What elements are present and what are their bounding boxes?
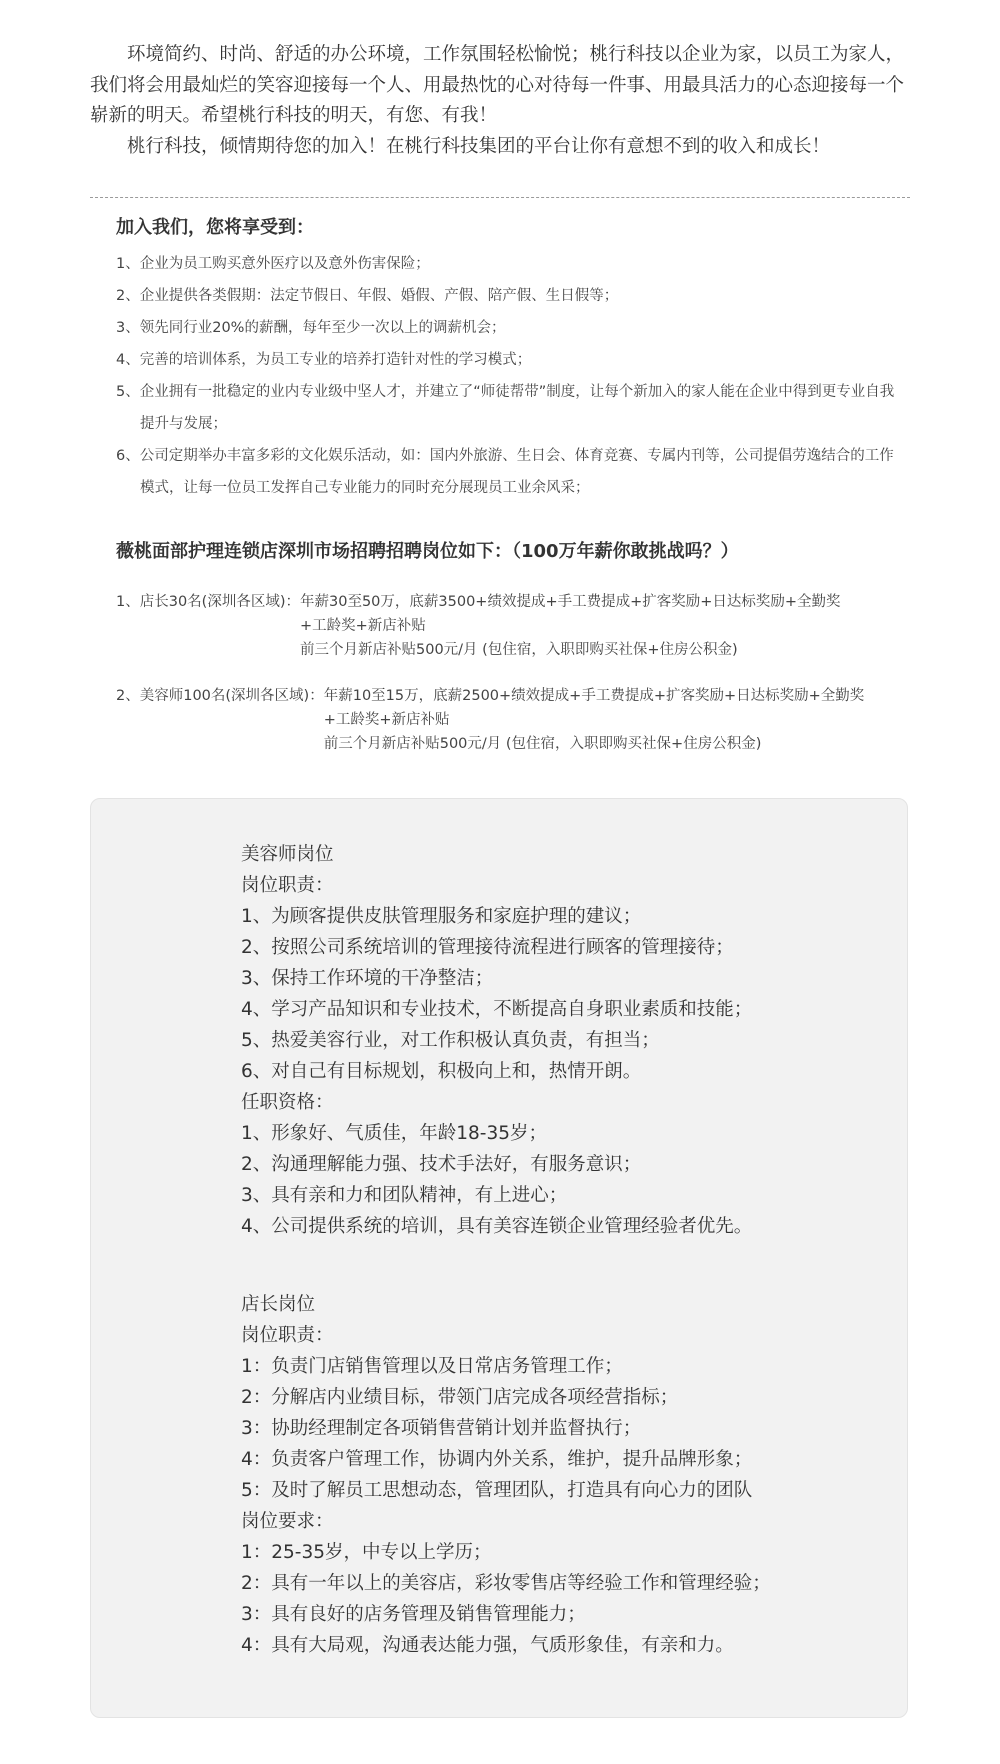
duty-item: 6、对自己有目标规划，积极向上和，热情开朗。	[241, 1061, 642, 1082]
benefits-section	[116, 213, 906, 504]
position-item-manager	[116, 590, 841, 662]
position-salary-extra: +工龄奖+新店补贴	[300, 618, 426, 634]
benefit-item: 5、企业拥有一批稳定的业内专业级中坚人才，并建立了“师徒帮带”制度，让每个新加入的家人能在企业中得到更专业自我提升与发展；	[116, 384, 895, 432]
duty-item: 5、热爱美容行业，对工作积极认真负责，有担当；	[241, 1030, 660, 1051]
position-details	[300, 590, 841, 662]
duty-item: 2、按照公司系统培训的管理接待流程进行顾客的管理接待；	[241, 937, 734, 958]
benefit-item: 1、企业为员工购买意外医疗以及意外伤害保险；	[116, 256, 430, 272]
duty-item: 2：分解店内业绩目标，带领门店完成各项经营指标；	[241, 1387, 679, 1408]
dashed-divider	[90, 197, 910, 198]
benefit-item: 3、领先同行业20%的薪酬，每年至少一次以上的调薪机会；	[116, 320, 506, 336]
duty-item: 3、保持工作环境的干净整洁；	[241, 968, 494, 989]
qualification-item: 4、公司提供系统的培训，具有美容连锁企业管理经验者优先。	[241, 1216, 753, 1237]
position-salary: 年薪30至50万，底薪3500+绩效提成+手工费提成+扩客奖励+日达标奖励+全勤奖	[300, 594, 841, 610]
benefit-item: 4、完善的培训体系，为员工专业的培养打造针对性的学习模式；	[116, 352, 532, 368]
duty-item: 3：协助经理制定各项销售营销计划并监督执行；	[241, 1418, 642, 1439]
intro-paragraph: 环境简约、时尚、舒适的办公环境，工作氛围轻松愉悦；桃行科技以企业为家，以员工为家人，我们将会用最灿烂的笑容迎接每一个人、用最热忱的心对待每一件事、用最具活力的心态迎接每一个崭新的明天。希望桃行科技的明天，有您、有我！	[90, 44, 905, 126]
benefits-heading: 加入我们，您将享受到：	[116, 217, 314, 238]
duty-item: 4、学习产品知识和专业技术，不断提高自身职业素质和技能；	[241, 999, 753, 1020]
position-details	[324, 684, 865, 756]
duties-heading: 岗位职责：	[241, 875, 334, 896]
duties-heading: 岗位职责：	[241, 1325, 334, 1346]
job-title: 店长岗位	[241, 1294, 316, 1315]
intro-section	[90, 40, 920, 162]
benefit-item: 6、公司定期举办丰富多彩的文化娱乐活动，如：国内外旅游、生日会、体育竞赛、专属内刊等，公司提倡劳逸结合的工作模式，让每一位员工发挥自己专业能力的同时充分展现员工业余风采；	[116, 448, 894, 496]
duty-item: 1：负责门店销售管理以及日常店务管理工作；	[241, 1356, 623, 1377]
benefit-item: 2、企业提供各类假期：法定节假日、年假、婚假、产假、陪产假、生日假等；	[116, 288, 619, 304]
requirement-item: 1：25-35岁，中专以上学历；	[241, 1542, 492, 1563]
qualification-item: 3、具有亲和力和团队精神，有上进心；	[241, 1185, 568, 1206]
requirement-item: 3：具有良好的店务管理及销售管理能力；	[241, 1604, 586, 1625]
position-label: 2、美容师100名(深圳各区域)：	[116, 688, 324, 704]
positions-title: 薇桃面部护理连锁店深圳市场招聘招聘岗位如下：（100万年薪你敢挑战吗？）	[116, 541, 739, 562]
benefits-list	[116, 248, 906, 504]
qualification-item: 1、形象好、气质佳，年龄18-35岁；	[241, 1123, 548, 1144]
requirement-item: 2：具有一年以上的美容店，彩妆零售店等经验工作和管理经验；	[241, 1573, 771, 1594]
qualification-item: 2、沟通理解能力强、技术手法好，有服务意识；	[241, 1154, 642, 1175]
duty-item: 1、为顾客提供皮肤管理服务和家庭护理的建议；	[241, 906, 642, 927]
job-title: 美容师岗位	[241, 844, 334, 865]
qualifications-heading: 任职资格：	[241, 1092, 334, 1113]
duty-item: 5：及时了解员工思想动态，管理团队，打造具有向心力的团队	[241, 1480, 753, 1501]
position-subsidy: 前三个月新店补贴500元/月 (包住宿，入职即购买社保+住房公积金)	[323, 736, 762, 752]
duty-item: 4：负责客户管理工作，协调内外关系，维护，提升品牌形象；	[241, 1449, 753, 1470]
beautician-job-section	[241, 839, 891, 1242]
requirements-heading: 岗位要求：	[241, 1511, 334, 1532]
position-item-beautician	[116, 684, 864, 756]
position-label: 1、店长30名(深圳各区域)：	[116, 594, 300, 610]
position-salary: 年薪10至15万，底薪2500+绩效提成+手工费提成+扩客奖励+日达标奖励+全勤奖	[323, 688, 865, 704]
job-description-panel	[90, 798, 908, 1718]
position-subsidy: 前三个月新店补贴500元/月 (包住宿，入职即购买社保+住房公积金)	[300, 642, 738, 658]
requirement-item: 4：具有大局观，沟通表达能力强，气质形象佳，有亲和力。	[241, 1635, 734, 1656]
manager-job-section	[241, 1289, 891, 1661]
position-salary-extra: +工龄奖+新店补贴	[323, 712, 450, 728]
intro-paragraph: 桃行科技，倾情期待您的加入！在桃行科技集团的平台让你有意想不到的收入和成长！	[127, 135, 831, 157]
